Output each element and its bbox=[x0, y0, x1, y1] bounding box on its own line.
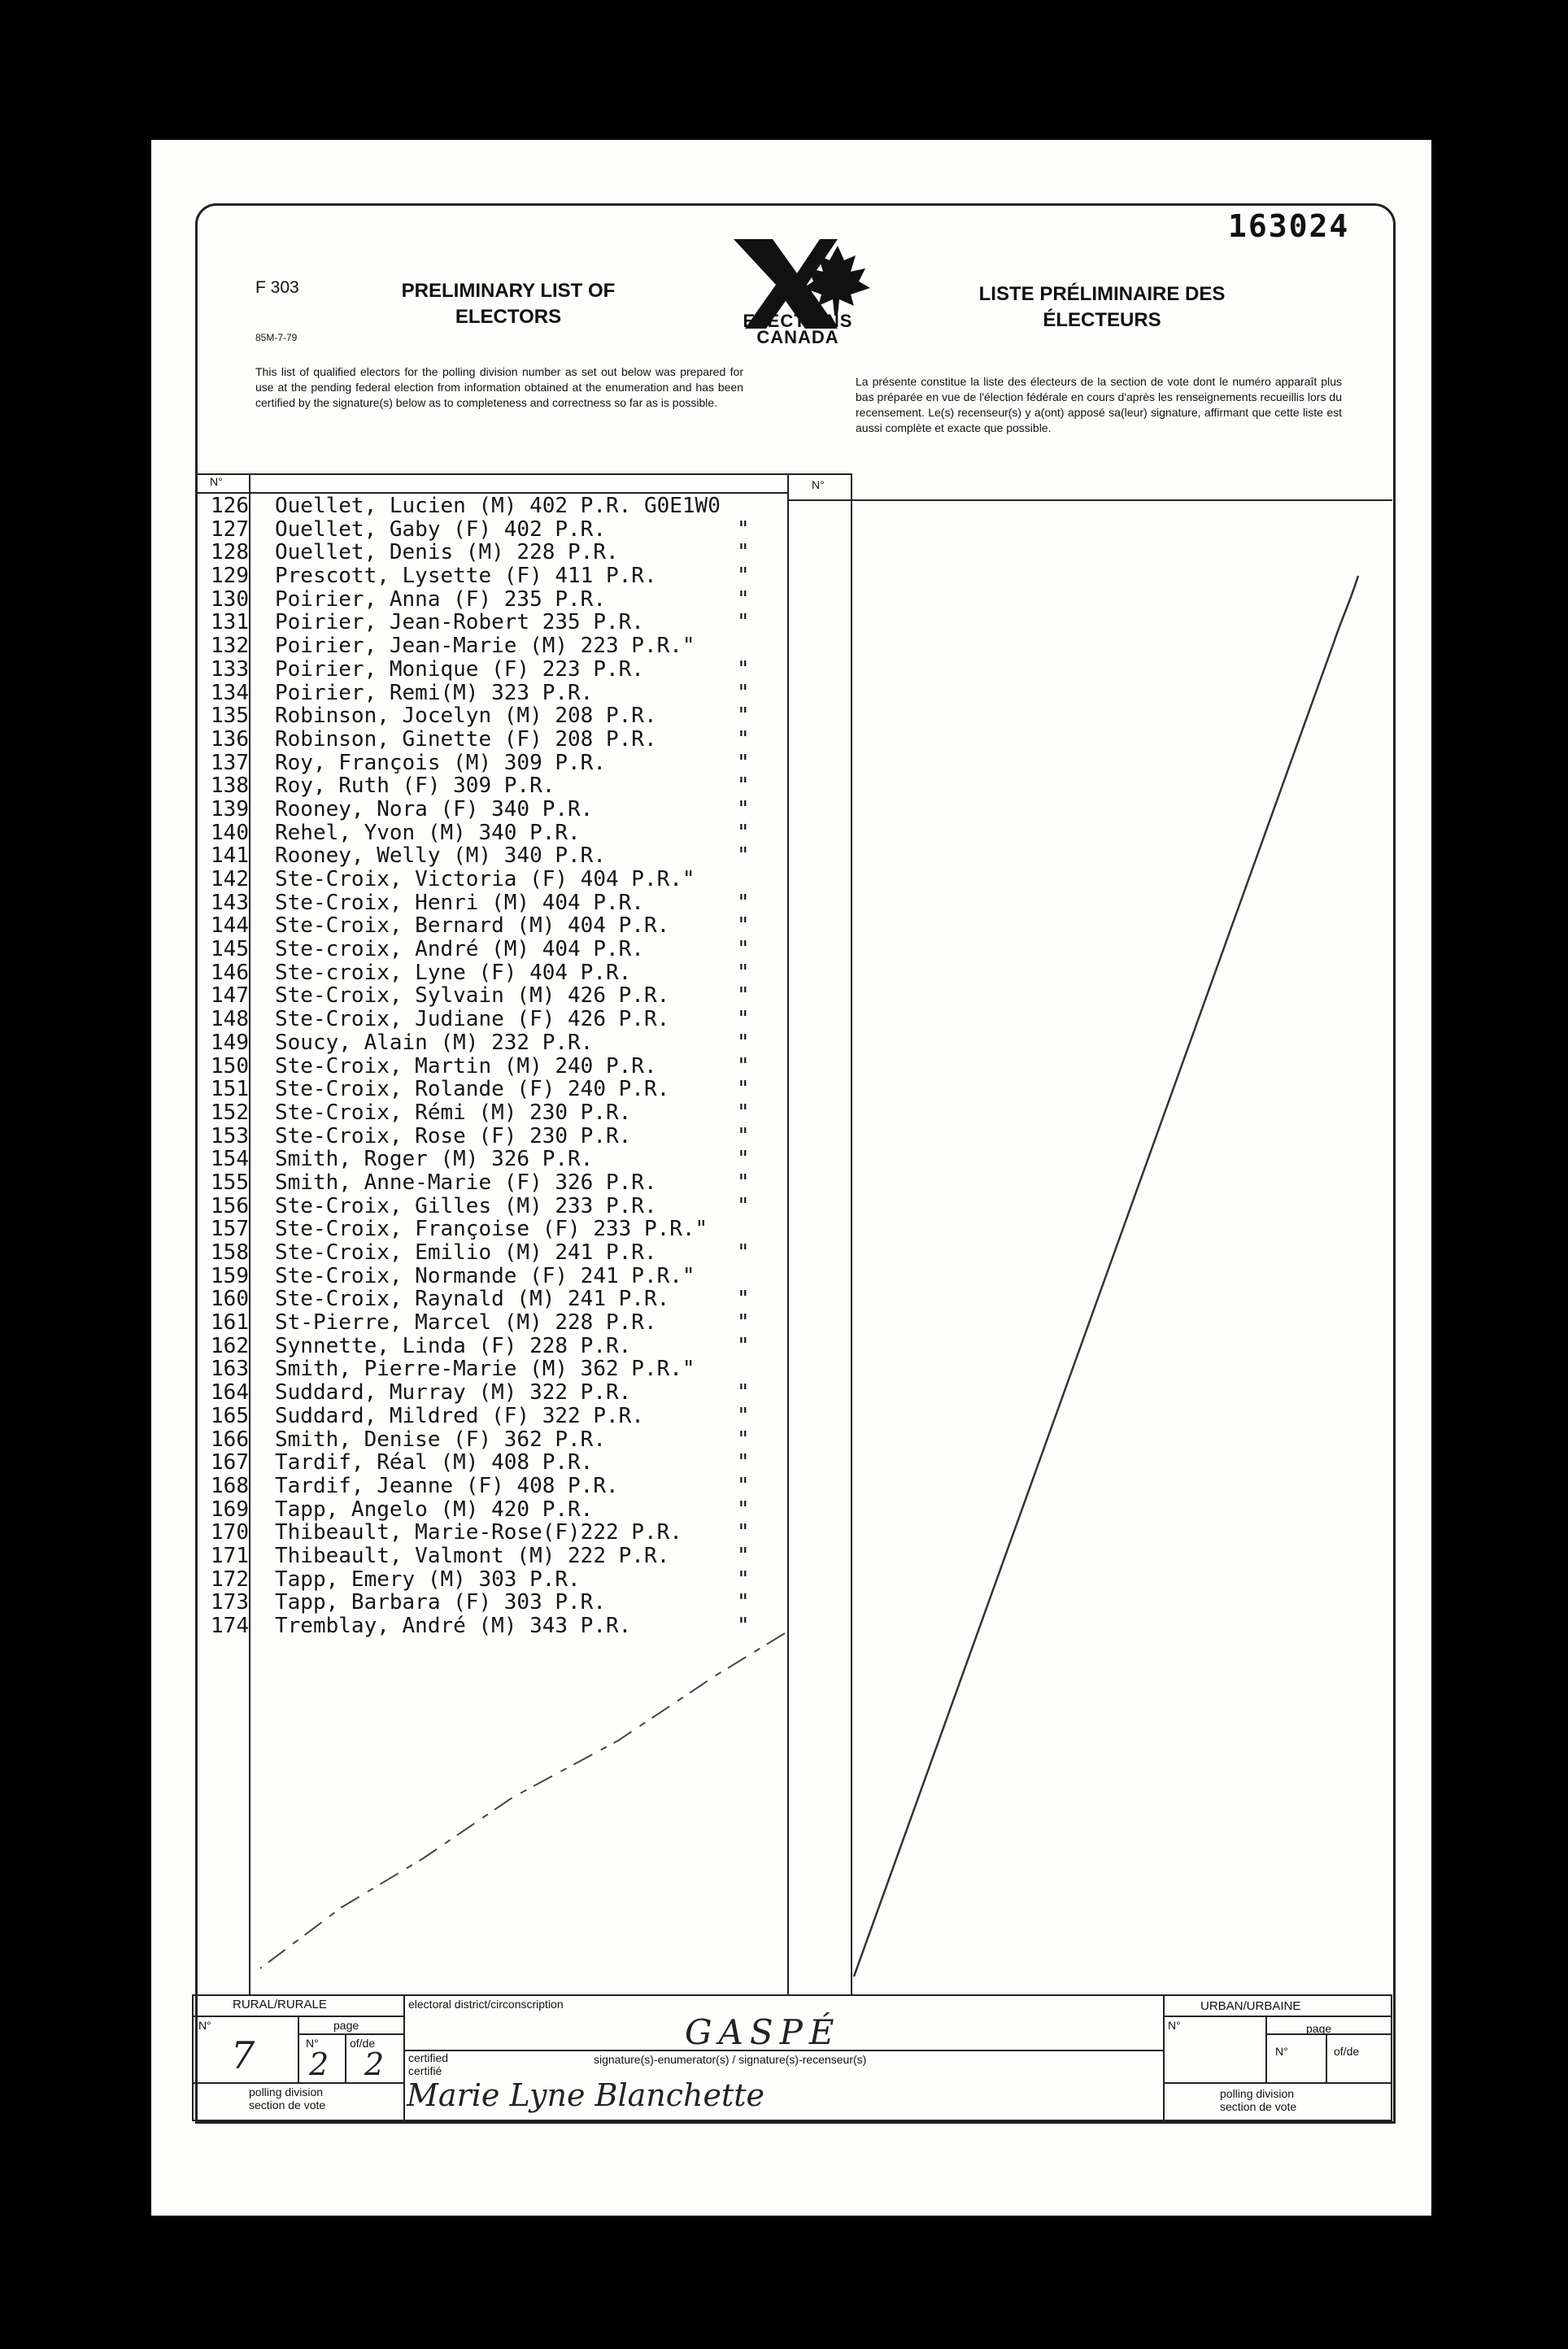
elector-number: 167 bbox=[211, 1450, 249, 1475]
elector-number: 129 bbox=[211, 564, 249, 589]
elector-row bbox=[200, 1545, 802, 1568]
elector-number: 132 bbox=[211, 634, 249, 659]
ditto-mark: " bbox=[737, 820, 750, 845]
elector-number: 133 bbox=[211, 656, 249, 682]
urban-polling-label-fr: section de vote bbox=[1220, 2100, 1297, 2113]
rural-polling-label-en: polling division bbox=[249, 2085, 324, 2098]
title-french bbox=[927, 281, 1277, 333]
elector-number: 131 bbox=[211, 610, 249, 635]
elector-row bbox=[200, 1521, 802, 1545]
elector-row bbox=[200, 634, 802, 658]
elector-row bbox=[200, 984, 802, 1008]
elector-row bbox=[200, 774, 802, 798]
footer-top-rule bbox=[192, 1994, 1392, 1996]
elector-entry: Tardif, Réal (M) 408 P.R. bbox=[275, 1450, 594, 1475]
serial-number: 163024 bbox=[1228, 208, 1350, 244]
ditto-mark: " bbox=[737, 1030, 750, 1055]
elector-row bbox=[200, 1195, 802, 1218]
elector-entry: Smith, Roger (M) 326 P.R. bbox=[275, 1147, 594, 1172]
elector-number: 156 bbox=[211, 1193, 249, 1218]
elector-row bbox=[200, 1335, 802, 1358]
elector-number: 140 bbox=[211, 820, 249, 845]
elector-entry: Roy, François (M) 309 P.R. bbox=[275, 750, 606, 775]
elector-entry: Suddard, Mildred (F) 322 P.R. bbox=[275, 1403, 644, 1428]
ditto-mark: " bbox=[737, 1193, 750, 1218]
urban-page-of-label: of/de bbox=[1334, 2045, 1360, 2058]
elector-number: 173 bbox=[211, 1590, 249, 1615]
elector-row bbox=[200, 1288, 802, 1311]
elector-entry: Ste-Croix, Henri (M) 404 P.R. bbox=[275, 890, 644, 915]
elector-row bbox=[200, 1218, 802, 1241]
urban-page-no-label: N° bbox=[1275, 2045, 1288, 2058]
rural-polling-label-fr: section de vote bbox=[249, 2098, 326, 2111]
ditto-mark: " bbox=[737, 1473, 750, 1498]
elector-number: 159 bbox=[211, 1263, 249, 1288]
elector-row bbox=[200, 588, 802, 612]
elector-number: 144 bbox=[211, 913, 249, 939]
elector-row bbox=[200, 1055, 802, 1079]
elector-entry: Poirier, Monique (F) 223 P.R. bbox=[275, 656, 644, 682]
elector-number: 126 bbox=[211, 494, 249, 518]
elector-number: 142 bbox=[211, 867, 249, 891]
elector-entry: Poirier, Jean-Marie (M) 223 P.R." bbox=[275, 634, 695, 659]
elector-number: 154 bbox=[211, 1147, 249, 1172]
elector-number: 134 bbox=[211, 680, 249, 705]
rural-label: RURAL/RURALE bbox=[233, 1998, 327, 2011]
elector-row bbox=[200, 844, 802, 868]
ditto-mark: " bbox=[737, 704, 750, 729]
ditto-mark: " bbox=[737, 564, 750, 589]
elector-entry: Tremblay, André (M) 343 P.R. bbox=[275, 1614, 632, 1638]
handwritten-district: GASPÉ bbox=[685, 2012, 841, 2052]
rural-page-label: page bbox=[333, 2019, 359, 2032]
elector-number: 153 bbox=[211, 1123, 249, 1148]
ditto-mark: " bbox=[737, 586, 750, 612]
elector-entry: Ste-croix, André (M) 404 P.R. bbox=[275, 937, 644, 962]
elector-row bbox=[200, 1591, 802, 1615]
elector-row bbox=[200, 752, 802, 775]
elector-number: 135 bbox=[211, 704, 249, 729]
ditto-mark: " bbox=[737, 1520, 750, 1545]
urban-number-divider bbox=[1265, 2016, 1267, 2084]
rural-number-divider bbox=[298, 2016, 299, 2084]
column-header-number-right: N° bbox=[812, 478, 825, 491]
elector-row bbox=[200, 1358, 802, 1381]
footer-rural-divider bbox=[403, 1994, 405, 2121]
rural-page-rule bbox=[298, 2033, 405, 2035]
elector-row bbox=[200, 495, 802, 518]
urban-header-rule bbox=[1163, 2016, 1392, 2017]
elector-number: 169 bbox=[211, 1497, 249, 1522]
handwritten-page-number: 2 bbox=[309, 2046, 329, 2082]
elector-row bbox=[200, 1311, 802, 1335]
elector-entry: Ste-croix, Lyne (F) 404 P.R. bbox=[275, 960, 632, 985]
handwritten-signature: Marie Lyne Blanchette bbox=[407, 2077, 765, 2113]
ditto-mark: " bbox=[737, 610, 750, 635]
elector-row bbox=[200, 1101, 802, 1125]
urban-polling-rule bbox=[1163, 2082, 1392, 2084]
elector-number: 166 bbox=[211, 1427, 249, 1452]
elector-row bbox=[200, 1428, 802, 1452]
ditto-mark: " bbox=[737, 983, 750, 1009]
ditto-mark: " bbox=[737, 1403, 750, 1428]
ditto-mark: " bbox=[737, 1147, 750, 1172]
elector-entry: Ste-Croix, Emilio (M) 241 P.R. bbox=[275, 1240, 657, 1265]
elector-row bbox=[200, 961, 802, 985]
elector-number: 148 bbox=[211, 1007, 249, 1032]
elector-entry: Ste-Croix, Françoise (F) 233 P.R." bbox=[275, 1217, 708, 1242]
elector-number: 157 bbox=[211, 1217, 249, 1242]
elector-number: 172 bbox=[211, 1567, 249, 1592]
elector-entry: Poirier, Remi(M) 323 P.R. bbox=[275, 680, 594, 705]
elector-entry: Soucy, Alain (M) 232 P.R. bbox=[275, 1030, 594, 1055]
rural-page-no-label: N° bbox=[306, 2037, 319, 2050]
certified-label-fr: certifié bbox=[408, 2064, 442, 2077]
elector-row bbox=[200, 868, 802, 891]
footer-urban-divider bbox=[1163, 1994, 1165, 2121]
ditto-mark: " bbox=[737, 843, 750, 869]
elector-entry: Rooney, Nora (F) 340 P.R. bbox=[275, 796, 594, 821]
rural-no-label: N° bbox=[198, 2019, 211, 2032]
urban-of-divider bbox=[1326, 2033, 1327, 2082]
table-top-rule-left bbox=[197, 473, 851, 475]
ditto-mark: " bbox=[737, 774, 750, 799]
elector-entry: Suddard, Murray (M) 322 P.R. bbox=[275, 1380, 632, 1405]
elector-row bbox=[200, 821, 802, 845]
elector-number: 151 bbox=[211, 1077, 249, 1102]
elector-row bbox=[200, 1568, 802, 1592]
title-english-line1: PRELIMINARY LIST OF bbox=[401, 280, 616, 302]
elector-row bbox=[200, 1498, 802, 1522]
elector-entry: Ouellet, Denis (M) 228 P.R. bbox=[275, 540, 619, 565]
elector-number: 136 bbox=[211, 726, 249, 752]
elector-number: 127 bbox=[211, 516, 249, 542]
logo-word-canada: CANADA bbox=[756, 327, 839, 347]
ditto-mark: " bbox=[737, 1053, 750, 1079]
elector-entry: St-Pierre, Marcel (M) 228 P.R. bbox=[275, 1310, 657, 1336]
middle-column-rule-right bbox=[851, 473, 852, 1994]
title-french-line2: ÉLECTEURS bbox=[1043, 309, 1161, 331]
elector-entry: Ouellet, Gaby (F) 402 P.R. bbox=[275, 516, 606, 542]
elector-entry: Smith, Anne-Marie (F) 326 P.R. bbox=[275, 1170, 657, 1195]
ditto-mark: " bbox=[737, 1333, 750, 1358]
elector-row bbox=[200, 1615, 802, 1638]
elector-number: 149 bbox=[211, 1030, 249, 1055]
logo-word-elections: ELECTIONS bbox=[743, 311, 853, 331]
elector-entry: Ste-Croix, Rose (F) 230 P.R. bbox=[275, 1123, 632, 1148]
ditto-mark: " bbox=[737, 937, 750, 962]
elector-entry: Tardif, Jeanne (F) 408 P.R. bbox=[275, 1473, 619, 1498]
elector-row bbox=[200, 541, 802, 564]
ditto-mark: " bbox=[737, 1590, 750, 1615]
ditto-mark: " bbox=[737, 1543, 750, 1568]
title-english bbox=[358, 278, 659, 330]
elector-number: 155 bbox=[211, 1170, 249, 1195]
ditto-mark: " bbox=[737, 726, 750, 752]
elector-number: 160 bbox=[211, 1287, 249, 1312]
elector-entry: Tapp, Barbara (F) 303 P.R. bbox=[275, 1590, 606, 1615]
electoral-district-label: electoral district/circonscription bbox=[408, 1998, 564, 2011]
elector-row bbox=[200, 1125, 802, 1148]
ditto-mark: " bbox=[737, 1450, 750, 1475]
elector-entry: Ste-Croix, Rémi (M) 230 P.R. bbox=[275, 1100, 632, 1125]
elector-row bbox=[200, 1451, 802, 1475]
urban-no-label: N° bbox=[1168, 2019, 1181, 2032]
certified-label-en: certified bbox=[408, 2051, 449, 2064]
elector-entry: Synnette, Linda (F) 228 P.R. bbox=[275, 1333, 632, 1358]
elector-entry: Roy, Ruth (F) 309 P.R. bbox=[275, 774, 555, 799]
elector-entry: Ste-Croix, Gilles (M) 233 P.R. bbox=[275, 1193, 657, 1218]
elector-row bbox=[200, 938, 802, 961]
elector-number: 152 bbox=[211, 1100, 249, 1125]
elector-number: 163 bbox=[211, 1357, 249, 1382]
elector-number: 139 bbox=[211, 796, 249, 821]
elector-entry: Rooney, Welly (M) 340 P.R. bbox=[275, 843, 606, 869]
ditto-mark: " bbox=[737, 960, 750, 985]
elector-number: 165 bbox=[211, 1403, 249, 1428]
title-french-line1: LISTE PRÉLIMINAIRE DES bbox=[978, 283, 1226, 305]
urban-label: URBAN/URBAINE bbox=[1200, 1999, 1301, 2013]
elector-row bbox=[200, 518, 802, 542]
elector-number: 162 bbox=[211, 1333, 249, 1358]
elector-entry: Ste-Croix, Raynald (M) 241 P.R. bbox=[275, 1287, 670, 1312]
elector-entry: Ste-Croix, Bernard (M) 404 P.R. bbox=[275, 913, 670, 939]
elector-number: 138 bbox=[211, 774, 249, 799]
ditto-mark: " bbox=[737, 1100, 750, 1125]
elector-row bbox=[200, 1171, 802, 1195]
elector-row bbox=[200, 1078, 802, 1101]
form-code: F 303 bbox=[255, 278, 299, 297]
elector-row bbox=[200, 1008, 802, 1031]
elector-entry: Smith, Denise (F) 362 P.R. bbox=[275, 1427, 606, 1452]
elector-row bbox=[200, 1405, 802, 1428]
elector-entry: Ste-Croix, Sylvain (M) 426 P.R. bbox=[275, 983, 670, 1009]
ditto-mark: " bbox=[737, 913, 750, 939]
elector-row bbox=[200, 611, 802, 634]
ditto-mark: " bbox=[737, 680, 750, 705]
elector-number: 137 bbox=[211, 750, 249, 775]
elector-entry: Prescott, Lysette (F) 411 P.R. bbox=[275, 564, 657, 589]
elector-row bbox=[200, 728, 802, 752]
ditto-mark: " bbox=[737, 656, 750, 682]
elector-row bbox=[200, 1265, 802, 1288]
ditto-mark: " bbox=[737, 796, 750, 821]
ditto-mark: " bbox=[737, 1240, 750, 1265]
ditto-mark: " bbox=[737, 1123, 750, 1148]
elector-number: 130 bbox=[211, 586, 249, 612]
elector-row bbox=[200, 1148, 802, 1171]
elector-entry: Robinson, Jocelyn (M) 208 P.R. bbox=[275, 704, 657, 729]
ditto-mark: " bbox=[737, 890, 750, 915]
elector-entry: Ste-Croix, Judiane (F) 426 P.R. bbox=[275, 1007, 670, 1032]
footer-bottom-rule bbox=[192, 2120, 1392, 2121]
elector-number: 150 bbox=[211, 1053, 249, 1079]
elector-entry: Thibeault, Marie-Rose(F)222 P.R. bbox=[275, 1520, 682, 1545]
elector-row bbox=[200, 658, 802, 682]
elector-row bbox=[200, 682, 802, 705]
elector-row bbox=[200, 914, 802, 938]
elector-entry: Robinson, Ginette (F) 208 P.R. bbox=[275, 726, 657, 752]
ditto-mark: " bbox=[737, 1007, 750, 1032]
elector-row bbox=[200, 564, 802, 588]
elector-row bbox=[200, 1031, 802, 1055]
rural-of-divider bbox=[345, 2033, 346, 2082]
elector-entry: Poirier, Anna (F) 235 P.R. bbox=[275, 586, 606, 612]
elector-number: 141 bbox=[211, 843, 249, 869]
elector-entry: Ste-Croix, Rolande (F) 240 P.R. bbox=[275, 1077, 670, 1102]
handwritten-polling-number: 7 bbox=[231, 2033, 255, 2077]
handwritten-page-of: 2 bbox=[364, 2046, 385, 2082]
elector-entry: Tapp, Emery (M) 303 P.R. bbox=[275, 1567, 581, 1592]
ditto-mark: " bbox=[737, 1497, 750, 1522]
elector-entry: Thibeault, Valmont (M) 222 P.R. bbox=[275, 1543, 670, 1568]
elector-entry: Ste-Croix, Normande (F) 241 P.R." bbox=[275, 1263, 695, 1288]
ditto-mark: " bbox=[737, 1170, 750, 1195]
urban-page-label: page bbox=[1306, 2022, 1332, 2035]
elector-number: 147 bbox=[211, 983, 249, 1009]
elector-number: 128 bbox=[211, 540, 249, 565]
elector-row bbox=[200, 1475, 802, 1498]
table-top-rule-right bbox=[787, 499, 1392, 501]
elector-number: 146 bbox=[211, 960, 249, 985]
ditto-mark: " bbox=[737, 750, 750, 775]
elector-number: 164 bbox=[211, 1380, 249, 1405]
elector-list bbox=[200, 495, 802, 1638]
elector-number: 143 bbox=[211, 890, 249, 915]
elector-number: 170 bbox=[211, 1520, 249, 1545]
column-header-number: N° bbox=[210, 475, 223, 488]
elector-row bbox=[200, 1241, 802, 1265]
ditto-mark: " bbox=[737, 1567, 750, 1592]
ditto-mark: " bbox=[737, 540, 750, 565]
elector-entry: Rehel, Yvon (M) 340 P.R. bbox=[275, 820, 581, 845]
elector-number: 145 bbox=[211, 937, 249, 962]
rural-page-of-label: of/de bbox=[350, 2037, 376, 2050]
urban-polling-label-en: polling division bbox=[1220, 2087, 1295, 2100]
elector-number: 168 bbox=[211, 1473, 249, 1498]
ditto-mark: " bbox=[737, 1380, 750, 1405]
elector-row bbox=[200, 891, 802, 915]
elector-number: 161 bbox=[211, 1310, 249, 1336]
elector-number: 158 bbox=[211, 1240, 249, 1265]
elector-entry: Tapp, Angelo (M) 420 P.R. bbox=[275, 1497, 594, 1522]
form-small-code: 85M-7-79 bbox=[255, 332, 298, 343]
ditto-mark: " bbox=[737, 1310, 750, 1336]
elector-row bbox=[200, 1381, 802, 1405]
elector-entry: Ouellet, Lucien (M) 402 P.R. G0E1W0 bbox=[275, 494, 721, 518]
elector-row bbox=[200, 704, 802, 728]
elector-entry: Poirier, Jean-Robert 235 P.R. bbox=[275, 610, 644, 635]
elector-number: 171 bbox=[211, 1543, 249, 1568]
ditto-mark: " bbox=[737, 516, 750, 542]
elector-entry: Smith, Pierre-Marie (M) 362 P.R." bbox=[275, 1357, 695, 1382]
ditto-mark: " bbox=[737, 1614, 750, 1638]
ditto-mark: " bbox=[737, 1427, 750, 1452]
title-english-line2: ELECTORS bbox=[455, 306, 562, 328]
elector-entry: Ste-Croix, Victoria (F) 404 P.R." bbox=[275, 867, 695, 891]
elector-entry: Ste-Croix, Martin (M) 240 P.R. bbox=[275, 1053, 657, 1079]
intro-french: La présente constitue la liste des électeurs de la section de vote dont le numéro apparaît plus bas préparée en vue de l'élection fédérale en cours d'après les renseignements recueillis lors du recensement. Le(s) recenseur(s) y a(ont) apposé sa(leur) signature, affirmant que cette liste est aussi complète et exacte que possible. bbox=[856, 375, 1342, 434]
signature-label: signature(s)-enumerator(s) / signature(s)-recenseur(s) bbox=[594, 2053, 867, 2066]
ditto-mark: " bbox=[737, 1287, 750, 1312]
ditto-mark: " bbox=[737, 1077, 750, 1102]
footer-right-edge bbox=[1391, 1994, 1392, 2121]
footer-left-edge bbox=[192, 1994, 194, 2121]
elector-row bbox=[200, 798, 802, 821]
intro-english: This list of qualified electors for the polling division number as set out below was prepared for use at the pending federal election from information obtained at the enumeration and has been certified by the signature(s) below as to completeness and correctness so far as is possible. bbox=[255, 365, 743, 409]
elector-number: 174 bbox=[211, 1614, 249, 1638]
